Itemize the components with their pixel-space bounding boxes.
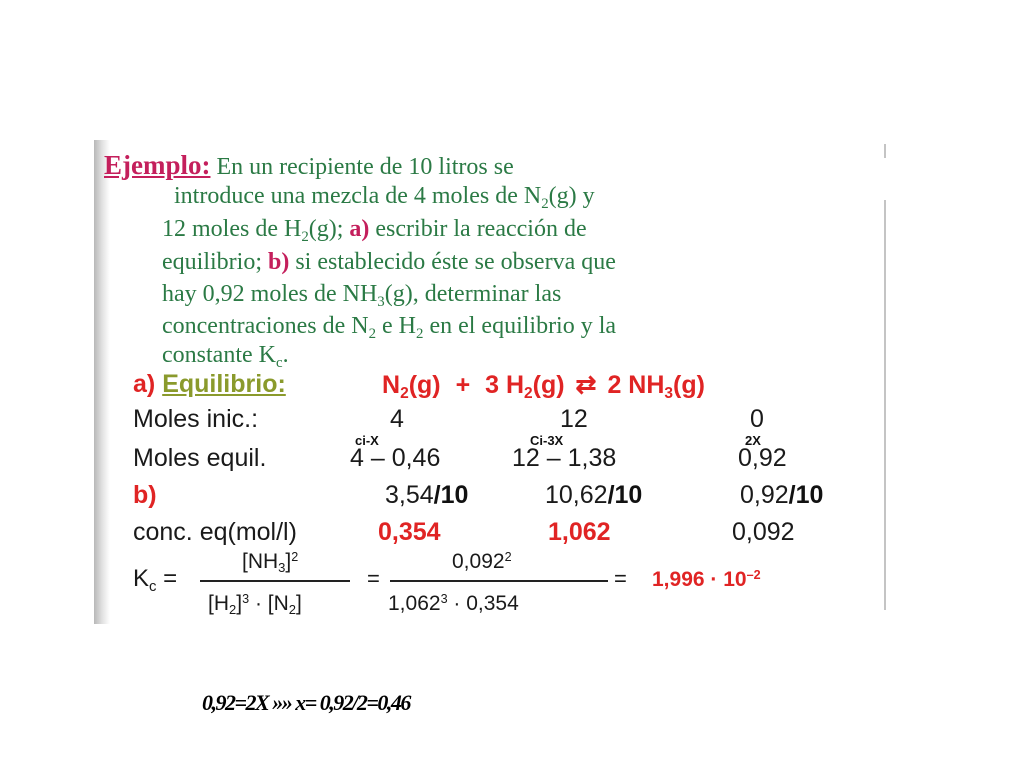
moles-equil-nh3: 0,92 [738, 444, 787, 472]
annotation-2x: 2X [745, 433, 761, 448]
annotation-ci-3x: Ci-3X [530, 433, 564, 448]
problem-line-6: concentraciones de N2 e H2 en el equilibrio y la [162, 313, 617, 342]
problem-line-3: 12 moles de H2(g); a) escribir la reacción de [162, 216, 587, 245]
part-a-label: a) [349, 216, 370, 242]
page-shadow [94, 140, 110, 624]
problem-line-4: equilibrio; b) si establecido éste se observa que [162, 249, 616, 275]
edge-mark [884, 200, 886, 610]
kc-result: $1,996 \cdot 10^{-2}$ [652, 568, 761, 591]
moles-equil-n2: 4 – 0,46 [350, 444, 441, 472]
kc-numerator-2: 0,092$^2$ [452, 550, 512, 573]
b-value-h2: 10,62/10 [545, 481, 643, 509]
kc-equals-2: = [367, 566, 380, 591]
edge-mark [884, 144, 886, 158]
conc-label: conc. eq(mol/l) [133, 518, 297, 546]
problem-line-2: introduce una mezcla de 4 moles de N2(g) y [174, 183, 595, 212]
moles-inic-nh3: 0 [750, 405, 764, 433]
moles-inic-label: Moles inic.: [133, 405, 259, 433]
equilibrium-arrow-icon: ⇄ [575, 371, 597, 399]
problem-line-1: Ejemplo: En un recipiente de 10 litros se [104, 150, 514, 180]
equilibrium-header: a) Equilibrio: [133, 370, 286, 398]
conc-n2: 0,354 [378, 518, 441, 546]
calculation-note: 0,92=2X »» x= 0,92/2=0,46 [202, 690, 410, 715]
conc-h2: 1,062 [548, 518, 611, 546]
kc-denominator-2: $1,062^3 \cdot 0,354$ [388, 592, 519, 615]
equilibrio-label: Equilibrio: [162, 370, 286, 398]
conc-nh3: 0,092 [732, 518, 795, 546]
moles-inic-n2: 4 [390, 405, 404, 433]
b-value-n2: 3,54/10 [385, 481, 469, 509]
reaction-equation: N2(g) + 3 H2(g) ⇄ 2 NH3(g) [382, 371, 705, 402]
moles-inic-h2: 12 [560, 405, 588, 433]
b-value-nh3: 0,92/10 [740, 481, 824, 509]
kc-numerator-1: $[NH3]^2$ [242, 550, 299, 576]
kc-denominator-1: $[H2]^3 \cdot [N2]$ [208, 592, 302, 618]
problem-line-7: constante Kc. [162, 342, 289, 371]
part-b-solution-label: b) [133, 481, 157, 509]
example-label: Ejemplo: [104, 150, 211, 180]
moles-equil-label: Moles equil. [133, 444, 267, 472]
problem-line-5: hay 0,92 moles de NH3(g), determinar las [162, 281, 562, 310]
annotation-ci-x: ci-X [355, 433, 379, 448]
part-b-label: b) [267, 249, 290, 275]
moles-equil-h2: 12 – 1,38 [512, 444, 617, 472]
kc-symbol: Kc = [133, 565, 178, 595]
kc-equals-3: = [614, 566, 627, 591]
fraction-bar [200, 580, 350, 582]
fraction-bar [390, 580, 608, 582]
